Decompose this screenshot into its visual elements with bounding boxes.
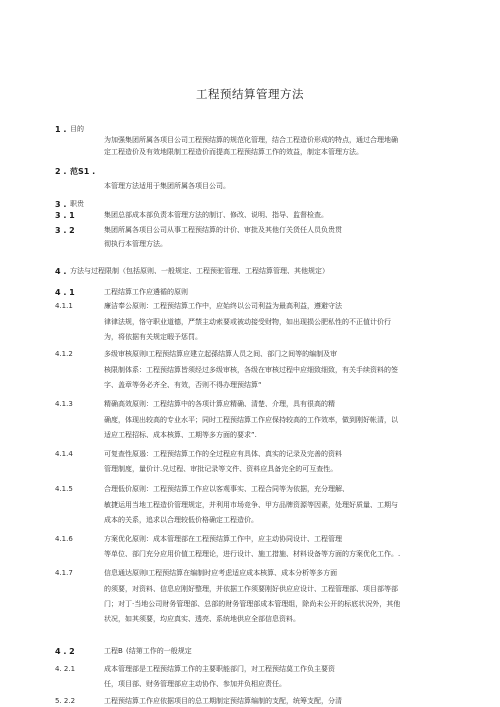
- section-2-heading: 范S1 .: [70, 167, 96, 176]
- item-4-2-text-a: 工程B: [104, 647, 123, 655]
- item-4-1-4-number: 4.1.4: [55, 450, 73, 458]
- item-4-2-1-line-2: 任，项目部、财务管理部应主动协作、参加并负相应责任。: [104, 680, 286, 688]
- item-4-1-text: 工程结算工作应遴循的原则: [104, 288, 188, 296]
- section-3-heading: 职贵: [70, 200, 84, 208]
- item-4-1-6-number: 4.1.6: [55, 535, 73, 543]
- section-2-line: 本管理方法适用于集团所属各项目公司。: [104, 182, 230, 190]
- section-3-number: 3 .: [55, 200, 67, 209]
- item-4-1-2-number: 4.1.2: [55, 350, 73, 358]
- item-4-1-7-line-2: 的须要，对资料、信息应刚好整理，并依据工作须要刚好供应应设计、工程管理部、项目部等部: [104, 585, 398, 593]
- item-4-1-7-line-4: 状况，如其须要，均应真实、透亮、系统地供应全部信息资料。: [104, 615, 300, 623]
- item-4-1-1-line-2: 律律法规，恪守职业道德，严禁主动索要或被动接受财物，如出现损公肥私性的不正值计价行: [104, 318, 391, 326]
- item-4-1-1-line-1: 廉洁奉公原则：工程预结算工作中，应始终以公司利益为最高利益，遵避守法: [104, 302, 342, 310]
- item-4-1-2-line-1: 多级审核原则I工程预结算应建立起孫结算人员之间、部门之间等的编制及审: [104, 350, 338, 358]
- item-4-1-7-number: 4.1.7: [55, 569, 73, 577]
- item-4-2-number: 4 . 2: [55, 647, 75, 656]
- item-3-2-number: 3 . 2: [55, 226, 75, 235]
- section-4-heading: 方法与过程限制（包括原则、一般规定、工程预驼管理、工程结算管理、其他规定）: [70, 267, 329, 275]
- item-4-1-6-line-1: 方案优化原则：成本管理部在工程预结算工作中，应主动协同设计、工程管理: [104, 535, 342, 543]
- item-4-1-3-line-2: 确度，体现出较高的专业水平；同时工程预结算工作应保持较高的工作效率，做到刚好帐清，以: [104, 416, 398, 424]
- item-3-2-text-2: 彻执行本管理方法。: [104, 240, 167, 248]
- item-4-2-1-line-1: 成本管理部是工程预结算工作的主要职能部门，对工程预结莫工作负主要资: [104, 665, 335, 673]
- section-1-number: 1 .: [55, 125, 67, 134]
- item-4-1-5-line-3: 成本的关系，追求以合理较低价格确定工程造价。: [104, 516, 258, 524]
- item-4-1-3-number: 4.1.3: [55, 400, 73, 408]
- item-4-2-text-b: (结第工作的一般规定: [126, 647, 192, 655]
- item-4-1-2-line-3: 字、盖章等务必齐全、有效，否则不得办理预结算“: [104, 381, 262, 389]
- item-4-1-1-line-3: 为，将依据有关规定暇予惩罚。: [104, 333, 202, 341]
- section-2-number: 2 .: [55, 167, 67, 176]
- section-1-heading: 目的: [70, 125, 84, 133]
- item-4-1-number: 4 . 1: [55, 288, 75, 297]
- item-4-2-1-number: 4. 2.1: [55, 665, 76, 673]
- item-4-1-4-line-1: 可复查性原遏：工程预结算工作的全过程应有具体、真实的记录及完善的资料: [104, 450, 342, 458]
- section-1-line-1: 为加强集团所属各项目公司工程预结算的规范化管理，结合工程造价形成的特点，通过合理地确: [104, 136, 398, 144]
- item-5-2-2-number: 5. 2.2: [55, 697, 76, 705]
- item-3-1-text: 集团总部成本部负责本管理方法的制订、修改、说明、指导、监督检查。: [104, 211, 328, 219]
- item-4-1-7-line-3: 门；对丁·当地公司财务管理部、总部的财务管理部成本管理组，除尚未公开的标底状况外，其他: [104, 600, 401, 608]
- document-title: 工程预结算管理方法: [196, 87, 304, 101]
- item-4-1-5-number: 4.1.5: [55, 485, 73, 493]
- item-4-1-3-line-1: 精确高效原则：工程结算中的各项计算应精确、清楚、介理，具有很高的精: [104, 400, 335, 408]
- item-4-1-6-line-2: 等单位、部门充分应用价值工程理论，进行设计、施工措施、材料设备等方面的方案优化工作。.: [104, 550, 401, 558]
- section-1-line-2: 定工程造价及有效地限制工程造价而提高工程预结算工作的效益，制定本管理方法。: [104, 148, 363, 156]
- item-4-1-3-line-3: 适应工程招标、成本核算、工期等多方面的要求”.: [104, 431, 257, 439]
- item-4-1-5-line-1: 合理低价原则：工程预结算工作应以客观事实、工程合同等为依据，充分理解、: [104, 485, 349, 493]
- item-4-1-7-line-1: 信息通达原则I工程预结算在编制时应考虑适应成本核算、成本分析等多方面: [104, 569, 338, 577]
- item-4-1-4-line-2: 管理制度，量价计.兑过程、审批记录等文件、资料应具备完全的可互查性。: [104, 465, 338, 473]
- item-3-1-number: 3 . 1: [55, 211, 75, 220]
- item-3-2-text-1: 集团所属各项目公司从事工程预结算的计价、审批及其他仃关货任人员负贵贯: [104, 226, 342, 234]
- item-5-2-2-line-1: 工程预结算工作应依据项目的总工期制定预结算编制的支配，统筹支配，分清: [104, 697, 342, 705]
- item-4-1-5-line-2: 敏捷运用当地工程造价管理规定，并利用市场竞争、甲方品牌资源等因素，处理好质量、工期与: [104, 501, 398, 509]
- item-4-1-1-number: 4.1.1: [55, 302, 73, 310]
- section-4-number: 4 .: [55, 267, 67, 276]
- item-4-1-2-line-2: 核限制体系：工程预结算皆须经过多级审核，各级在审核过程中应细致细致，有关手续资料的签: [104, 366, 398, 374]
